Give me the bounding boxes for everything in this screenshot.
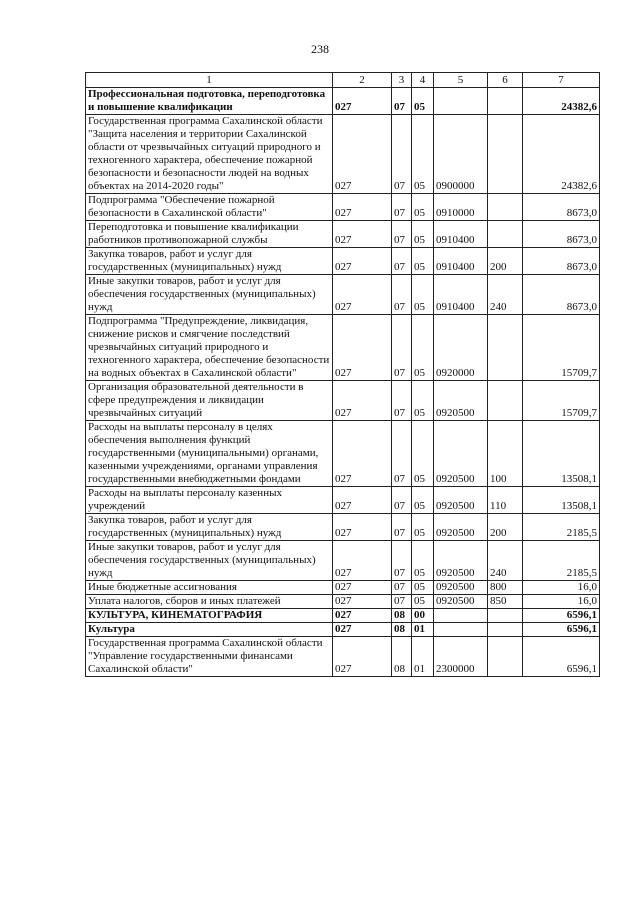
cell-subsection: 05 — [412, 595, 434, 609]
cell-expense-type: 200 — [488, 248, 523, 275]
cell-amount: 24382,6 — [523, 88, 600, 115]
cell-amount: 6596,1 — [523, 609, 600, 623]
cell-section: 07 — [392, 275, 412, 315]
header-cell-1: 1 — [86, 73, 333, 88]
table-row — [86, 623, 600, 637]
cell-expense-type — [488, 609, 523, 623]
table-row — [86, 194, 600, 221]
cell-code: 027 — [333, 115, 392, 194]
cell-target: 2300000 — [434, 637, 488, 677]
cell-expense-type — [488, 115, 523, 194]
cell-name: Государственная программа Сахалинской области "Защита населения и территории Сахалинской области от чрезвычайных ситуаций природного и техногенного характера, обеспечение пожарной безопасности и безопасности людей на водных объектах на 2014-2020 годы" — [86, 115, 333, 194]
table-row — [86, 421, 600, 487]
table-row — [86, 88, 600, 115]
table-row — [86, 248, 600, 275]
cell-target — [434, 88, 488, 115]
cell-expense-type — [488, 623, 523, 637]
cell-subsection: 05 — [412, 315, 434, 381]
cell-code: 027 — [333, 421, 392, 487]
cell-target: 0910400 — [434, 275, 488, 315]
cell-name: Уплата налогов, сборов и иных платежей — [86, 595, 333, 609]
cell-name: Переподготовка и повышение квалификации работников противопожарной службы — [86, 221, 333, 248]
cell-amount: 16,0 — [523, 581, 600, 595]
cell-name: Профессиональная подготовка, переподготовка и повышение квалификации — [86, 88, 333, 115]
cell-subsection: 05 — [412, 221, 434, 248]
cell-section: 07 — [392, 581, 412, 595]
budget-table — [85, 72, 600, 677]
cell-subsection: 05 — [412, 581, 434, 595]
cell-target: 0920000 — [434, 315, 488, 381]
cell-name: Закупка товаров, работ и услуг для государственных (муниципальных) нужд — [86, 514, 333, 541]
cell-section: 07 — [392, 248, 412, 275]
cell-section: 07 — [392, 315, 412, 381]
header-cell-2: 2 — [333, 73, 392, 88]
table-row — [86, 315, 600, 381]
cell-subsection: 05 — [412, 541, 434, 581]
cell-name: Государственная программа Сахалинской области "Управление государственными финансами Сахалинской области" — [86, 637, 333, 677]
cell-target: 0920500 — [434, 514, 488, 541]
cell-code: 027 — [333, 194, 392, 221]
table-row — [86, 514, 600, 541]
cell-target: 0900000 — [434, 115, 488, 194]
cell-amount: 8673,0 — [523, 194, 600, 221]
cell-section: 07 — [392, 221, 412, 248]
cell-name: Организация образовательной деятельности в сфере предупреждения и ликвидации чрезвычайных ситуаций — [86, 381, 333, 421]
cell-code: 027 — [333, 221, 392, 248]
cell-code: 027 — [333, 381, 392, 421]
cell-name: Культура — [86, 623, 333, 637]
cell-expense-type — [488, 88, 523, 115]
cell-amount: 15709,7 — [523, 381, 600, 421]
cell-code: 027 — [333, 609, 392, 623]
cell-name: Расходы на выплаты персоналу в целях обеспечения выполнения функций государственными (муниципальными) органами, казенными учреждениями, органами управления государственными внебюджетными фондами — [86, 421, 333, 487]
cell-expense-type: 110 — [488, 487, 523, 514]
cell-target: 0920500 — [434, 381, 488, 421]
cell-target: 0910400 — [434, 221, 488, 248]
header-cell-4: 4 — [412, 73, 434, 88]
cell-subsection: 01 — [412, 637, 434, 677]
cell-code: 027 — [333, 623, 392, 637]
cell-section: 08 — [392, 609, 412, 623]
cell-amount: 2185,5 — [523, 541, 600, 581]
cell-subsection: 01 — [412, 623, 434, 637]
cell-subsection: 05 — [412, 421, 434, 487]
header-row — [86, 73, 600, 88]
cell-expense-type: 240 — [488, 541, 523, 581]
table-row — [86, 541, 600, 581]
cell-code: 027 — [333, 637, 392, 677]
header-cell-6: 6 — [488, 73, 523, 88]
cell-amount: 16,0 — [523, 595, 600, 609]
table-row — [86, 381, 600, 421]
table-row — [86, 115, 600, 194]
cell-section: 07 — [392, 194, 412, 221]
table-row — [86, 609, 600, 623]
cell-section: 07 — [392, 115, 412, 194]
cell-subsection: 05 — [412, 88, 434, 115]
cell-code: 027 — [333, 275, 392, 315]
cell-section: 07 — [392, 421, 412, 487]
table-row — [86, 487, 600, 514]
cell-code: 027 — [333, 248, 392, 275]
cell-section: 07 — [392, 595, 412, 609]
cell-expense-type: 200 — [488, 514, 523, 541]
cell-section: 08 — [392, 623, 412, 637]
cell-amount: 6596,1 — [523, 637, 600, 677]
header-cell-3: 3 — [392, 73, 412, 88]
cell-amount: 8673,0 — [523, 221, 600, 248]
cell-name: Подпрограмма "Обеспечение пожарной безопасности в Сахалинской области" — [86, 194, 333, 221]
cell-expense-type: 100 — [488, 421, 523, 487]
header-cell-5: 5 — [434, 73, 488, 88]
cell-section: 07 — [392, 487, 412, 514]
table-row — [86, 595, 600, 609]
cell-name: Иные закупки товаров, работ и услуг для обеспечения государственных (муниципальных) нужд — [86, 275, 333, 315]
cell-code: 027 — [333, 541, 392, 581]
cell-expense-type: 240 — [488, 275, 523, 315]
cell-amount: 8673,0 — [523, 248, 600, 275]
cell-section: 07 — [392, 381, 412, 421]
cell-subsection: 05 — [412, 487, 434, 514]
cell-subsection: 00 — [412, 609, 434, 623]
cell-target: 0920500 — [434, 487, 488, 514]
table-row — [86, 637, 600, 677]
cell-code: 027 — [333, 581, 392, 595]
cell-name: Расходы на выплаты персоналу казенных учреждений — [86, 487, 333, 514]
cell-subsection: 05 — [412, 381, 434, 421]
cell-target: 0920500 — [434, 581, 488, 595]
cell-amount: 8673,0 — [523, 275, 600, 315]
cell-subsection: 05 — [412, 514, 434, 541]
cell-name: Иные закупки товаров, работ и услуг для обеспечения государственных (муниципальных) нужд — [86, 541, 333, 581]
cell-expense-type: 800 — [488, 581, 523, 595]
cell-target: 0920500 — [434, 421, 488, 487]
cell-name: Подпрограмма "Предупреждение, ликвидация, снижение рисков и смягчение последствий чрезвычайных ситуаций природного и техногенного характера, обеспечение безопасности на водных объектах в Сахалинской области" — [86, 315, 333, 381]
cell-amount: 15709,7 — [523, 315, 600, 381]
cell-expense-type — [488, 221, 523, 248]
cell-code: 027 — [333, 595, 392, 609]
cell-section: 07 — [392, 541, 412, 581]
cell-name: КУЛЬТУРА, КИНЕМАТОГРАФИЯ — [86, 609, 333, 623]
cell-target — [434, 609, 488, 623]
cell-subsection: 05 — [412, 275, 434, 315]
cell-subsection: 05 — [412, 248, 434, 275]
cell-code: 027 — [333, 487, 392, 514]
cell-subsection: 05 — [412, 115, 434, 194]
cell-target: 0920500 — [434, 541, 488, 581]
cell-target: 0920500 — [434, 595, 488, 609]
cell-expense-type — [488, 381, 523, 421]
cell-target: 0910000 — [434, 194, 488, 221]
cell-name: Закупка товаров, работ и услуг для государственных (муниципальных) нужд — [86, 248, 333, 275]
cell-expense-type: 850 — [488, 595, 523, 609]
cell-target — [434, 623, 488, 637]
cell-target: 0910400 — [434, 248, 488, 275]
cell-amount: 13508,1 — [523, 421, 600, 487]
cell-amount: 24382,6 — [523, 115, 600, 194]
cell-expense-type — [488, 194, 523, 221]
header-cell-7: 7 — [523, 73, 600, 88]
cell-code: 027 — [333, 315, 392, 381]
cell-amount: 13508,1 — [523, 487, 600, 514]
page-number: 238 — [311, 42, 329, 56]
cell-code: 027 — [333, 88, 392, 115]
cell-section: 07 — [392, 88, 412, 115]
table-row — [86, 581, 600, 595]
cell-name: Иные бюджетные ассигнования — [86, 581, 333, 595]
cell-expense-type — [488, 637, 523, 677]
cell-expense-type — [488, 315, 523, 381]
cell-code: 027 — [333, 514, 392, 541]
table-row — [86, 221, 600, 248]
table-row — [86, 275, 600, 315]
cell-subsection: 05 — [412, 194, 434, 221]
cell-section: 07 — [392, 514, 412, 541]
cell-amount: 6596,1 — [523, 623, 600, 637]
cell-amount: 2185,5 — [523, 514, 600, 541]
cell-section: 08 — [392, 637, 412, 677]
